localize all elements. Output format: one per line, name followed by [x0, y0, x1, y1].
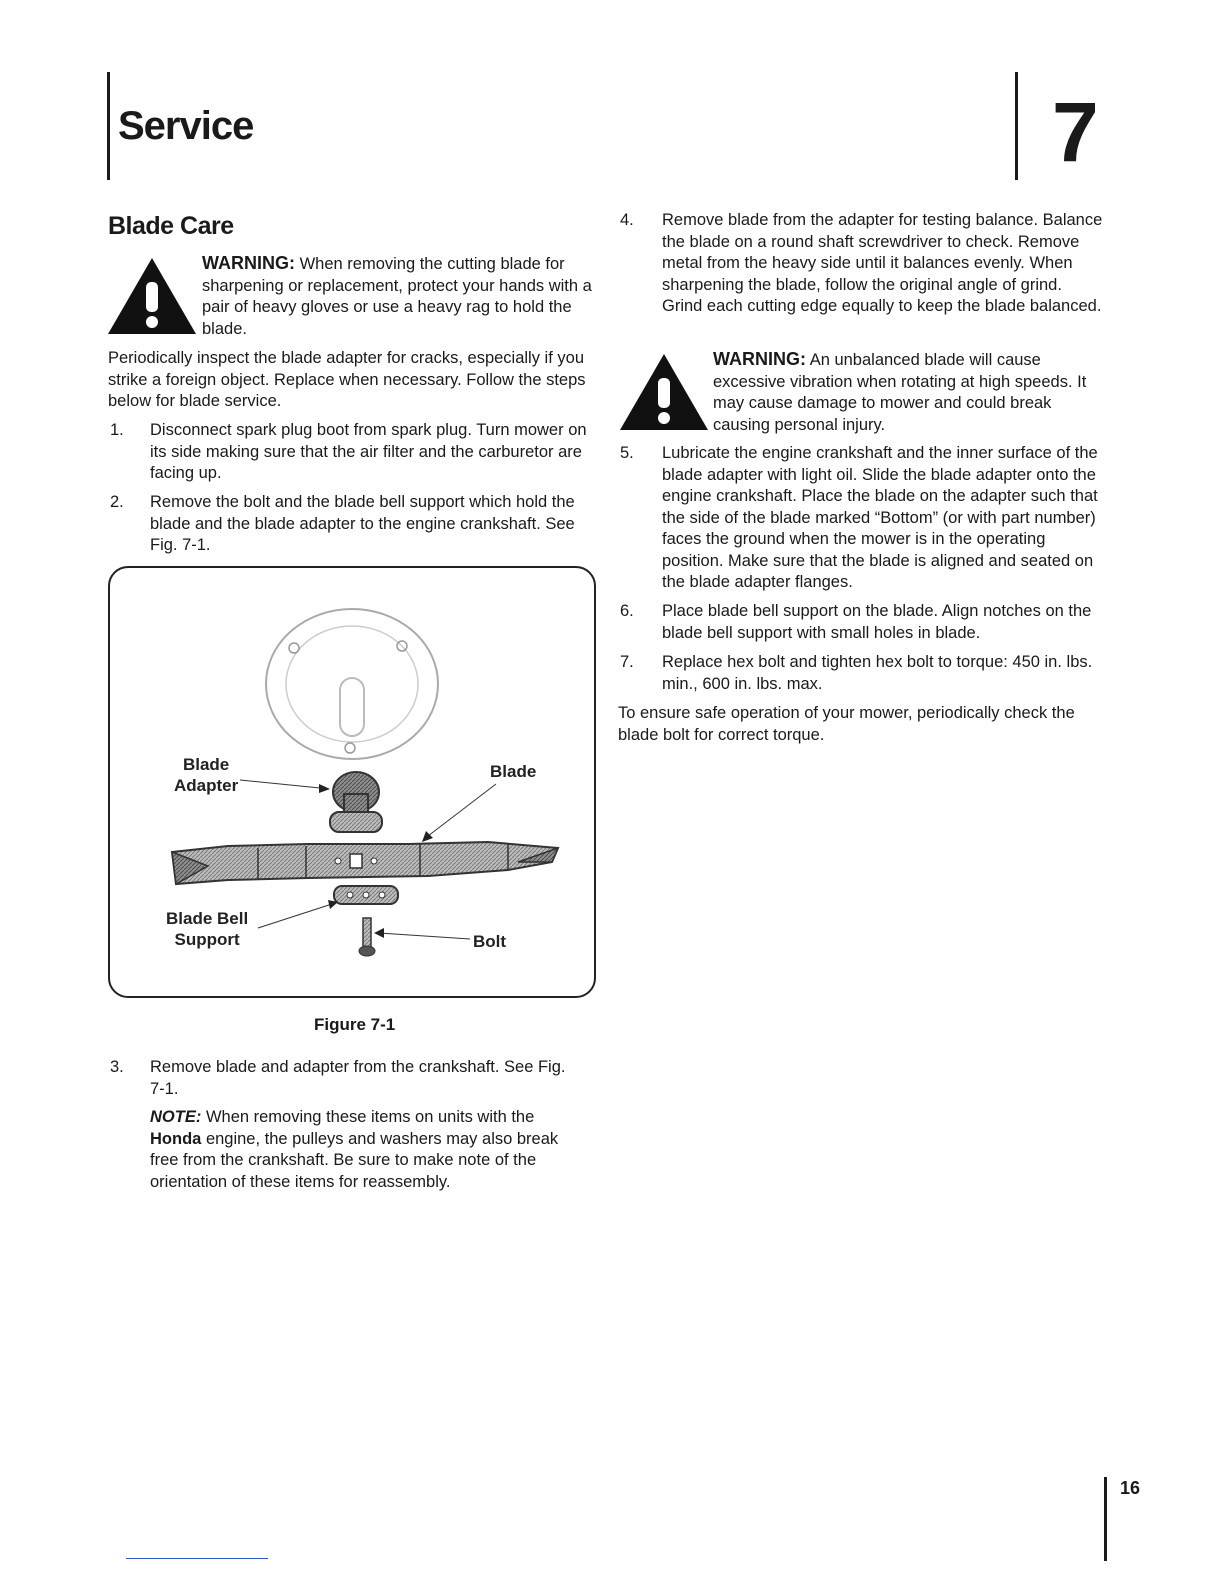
note-label: NOTE:	[150, 1108, 202, 1126]
warning-triangle-icon	[618, 352, 710, 432]
note-engine-brand: Honda	[150, 1129, 202, 1148]
step-text: Remove blade from the adapter for testing balance. Balance the blade on a round shaft screwdriver to check. Remove metal from the heavy side until it balances evenly. When sharpening the blade, follow the original angle of grind. Grind each cutting edge equally to keep the blade balanced.	[662, 211, 1103, 315]
list-item	[620, 601, 1110, 647]
note-paragraph	[150, 1107, 570, 1193]
step-text: Place blade bell support on the blade. Align notches on the blade bell support with small holes in blade.	[662, 602, 1092, 642]
chapter-number: 7	[1052, 85, 1099, 179]
callout-blade-bell-support	[166, 908, 248, 950]
note-text-post: engine, the pulleys and washers may also break free from the crankshaft. Be sure to make note of the orientation of these items for reassembly.	[150, 1129, 559, 1191]
list-item	[620, 652, 1110, 698]
list-item	[110, 1057, 600, 1197]
list-item	[110, 492, 600, 558]
list-item	[620, 210, 1110, 342]
step-text: Replace hex bolt and tighten hex bolt to torque: 450 in. lbs. min., 600 in. lbs. max.	[662, 653, 1093, 693]
blade-care-heading: Blade Care	[108, 212, 234, 240]
callout-bolt: Bolt	[473, 932, 507, 951]
figure-caption: Figure 7-1	[314, 1015, 396, 1034]
warning-triangle-icon	[106, 256, 198, 336]
step-number: 5.	[620, 444, 634, 462]
note-text-pre: When removing these items on units with the	[205, 1108, 535, 1126]
step-number: 4.	[620, 211, 634, 229]
callout-line: Adapter	[174, 776, 239, 795]
step-number: 1.	[110, 421, 124, 439]
warning2-block	[713, 349, 1103, 436]
callout-blade-adapter	[174, 754, 238, 796]
step-number: 3.	[110, 1058, 124, 1076]
step-number: 2.	[110, 493, 124, 511]
warning1-block	[202, 253, 602, 340]
header-right-rule	[1015, 72, 1018, 180]
footer-rule	[1104, 1477, 1107, 1561]
callout-line: Support	[174, 930, 240, 949]
list-item	[110, 420, 600, 486]
warning1-label: WARNING:	[202, 253, 295, 273]
step-text: Lubricate the engine crankshaft and the inner surface of the blade adapter with light oil. Slide the blade adapter onto the engine crankshaft. Place the blade on the adapter such that the side of the blade marked “Bottom” (or with part number) faces the ground when the mower is in the operating position. Make sure that the blade is aligned and seated on the blade adapter flanges.	[662, 444, 1098, 591]
step-text: Remove blade and adapter from the crankshaft. See Fig. 7-1.	[150, 1058, 566, 1098]
step-number: 6.	[620, 602, 634, 620]
callout-line: Blade Bell	[166, 909, 249, 928]
page-number: 16	[1120, 1478, 1141, 1498]
list-item	[620, 443, 1110, 593]
intro-paragraph: Periodically inspect the blade adapter for cracks, especially if you strike a foreign object. Replace when necessary. Follow the steps below for blade service.	[108, 349, 586, 410]
section-title: Service	[118, 104, 254, 148]
step-text: Disconnect spark plug boot from spark plug. Turn mower on its side making sure that the air filter and the carburetor are facing up.	[150, 421, 587, 482]
step-text: Remove the bolt and the blade bell support which hold the blade and the blade adapter to the engine crankshaft. See Fig. 7-1.	[150, 493, 575, 554]
closing-paragraph: To ensure safe operation of your mower, periodically check the blade bolt for correct torque.	[618, 704, 1075, 744]
header-left-rule	[107, 72, 110, 180]
warning2-label: WARNING:	[713, 349, 806, 369]
warning2-text: An unbalanced blade will cause excessive vibration when rotating at high speeds. It may cause damage to mower and could break causing personal injury.	[713, 351, 1087, 434]
step-number: 7.	[620, 653, 634, 671]
footer-link-underline	[126, 1558, 268, 1559]
warning1-text: When removing the cutting blade for sharpening or replacement, protect your hands with a pair of heavy gloves or use a heavy rag to hold the blade.	[202, 255, 592, 338]
callout-line: Blade	[182, 755, 230, 774]
callout-blade: Blade	[490, 762, 537, 781]
